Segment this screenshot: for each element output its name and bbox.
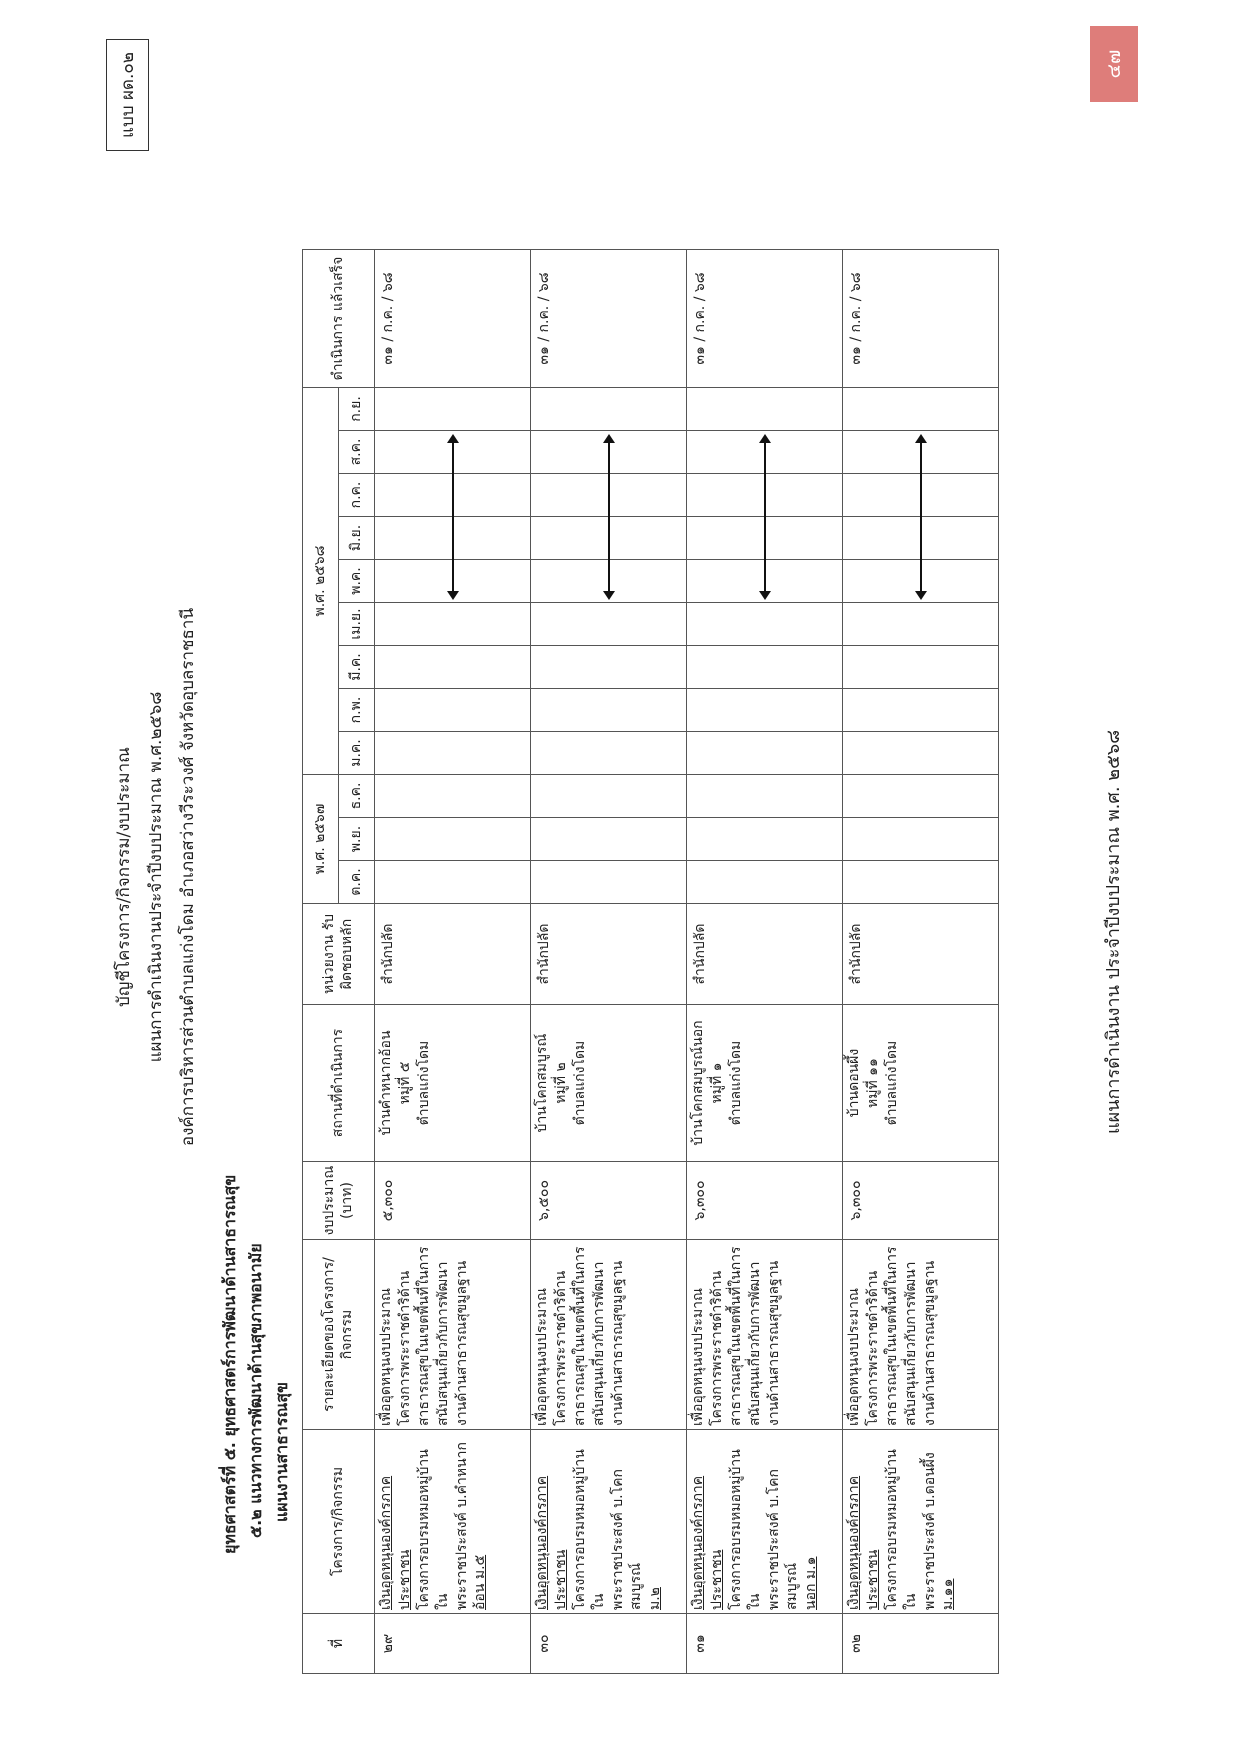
timeline-arrow (913, 434, 929, 600)
done-cell: ๓๑ / ก.ค. / ๖๘ (843, 250, 999, 388)
detail-line: โครงการพระราชดำริด้าน (552, 1270, 569, 1426)
month-cell (531, 646, 687, 689)
month-cell (687, 646, 843, 689)
month-cell-may (375, 560, 531, 603)
doc-title-line-2: แผนการดำเนินงานประจำปีงบประมาณ พ.ศ.๒๕๖๘ (146, 691, 166, 1063)
month-cell (531, 775, 687, 818)
month-cell (375, 689, 531, 732)
place-line: ตำบลแก่งโดม (883, 1040, 900, 1126)
project-line: โครงการอบรมหมอหมู่บ้านใน (883, 1449, 919, 1610)
project-line: เงินอุดหนุนองค์กรภาค (846, 1475, 862, 1610)
place-cell (531, 1005, 687, 1162)
timeline-arrow (757, 434, 773, 600)
month-cell (375, 861, 531, 904)
budget-cell: ๖,๓๐๐ (843, 1162, 999, 1240)
detail-line: โครงการพระราชดำริด้าน (864, 1270, 881, 1426)
project-line: อ้อน ม.๕ (472, 1554, 489, 1610)
project-cell (531, 1430, 687, 1614)
month-header: ก.พ. (339, 689, 375, 732)
project-line: นอก ม.๑ (803, 1556, 820, 1610)
place-cell (843, 1005, 999, 1162)
project-line: พระราชประสงค์ บ.ดอนผึ้ง (921, 1452, 938, 1610)
month-cell (687, 732, 843, 775)
month-header: ต.ค. (339, 861, 375, 904)
page-number: ๔๗ (1090, 26, 1138, 102)
table-row (843, 250, 999, 1674)
month-cell (687, 388, 843, 431)
header-year-2568: พ.ศ. ๒๕๖๘ (303, 388, 339, 775)
strategy-heading: ยุทธศาสตร์ที่ ๕. ยุทธศาสตร์การพัฒนาด้านสาธารณสุข (220, 1174, 239, 1554)
header-detail: รายละเอียดของโครงการ/ กิจกรรม (303, 1240, 375, 1430)
place-line: ตำบลแก่งโดม (415, 1040, 432, 1126)
detail-line: สนับสนุนเกี่ยวกับการพัฒนา (902, 1261, 919, 1426)
place-line: หมู่ที่ ๒ (552, 1062, 569, 1104)
project-line: ประชาชน (864, 1549, 881, 1610)
detail-line: งานด้านสาธารณสุขมูลฐาน (453, 1260, 470, 1426)
done-cell: ๓๑ / ก.ค. / ๖๘ (375, 250, 531, 388)
project-line: ประชาชน (552, 1549, 569, 1610)
project-line: พระราชประสงค์ บ.คำหนาก (453, 1442, 470, 1610)
month-cell (687, 861, 843, 904)
month-header: พ.ย. (339, 818, 375, 861)
month-cell (843, 646, 999, 689)
unit-cell: สำนักปลัด (531, 904, 687, 1005)
month-cell (531, 689, 687, 732)
detail-line: สนับสนุนเกี่ยวกับการพัฒนา (590, 1261, 607, 1426)
header-budget: งบประมาณ (บาท) (303, 1162, 375, 1240)
month-cell (375, 732, 531, 775)
footer-text: แผนการดำเนินงาน ประจำปีงบประมาณ พ.ศ. ๒๕๖๘ (1103, 729, 1124, 1134)
month-cell (375, 388, 531, 431)
month-cell (843, 732, 999, 775)
unit-cell: สำนักปลัด (843, 904, 999, 1005)
month-cell (531, 732, 687, 775)
detail-cell (843, 1240, 999, 1430)
detail-line: งานด้านสาธารณสุขมูลฐาน (921, 1260, 938, 1426)
project-line: พระราชประสงค์ บ.โคกสมบูรณ์ (765, 1469, 801, 1610)
month-cell-may (843, 560, 999, 603)
doc-title-line-3: องค์การบริหารส่วนตำบลแก่งโดม อำเภอสว่างวีระวงศ์ จังหวัดอุบลราชธานี (178, 607, 198, 1147)
project-line: เงินอุดหนุนองค์กรภาค (378, 1475, 394, 1610)
place-line: หมู่ที่ ๑๑ (864, 1058, 881, 1108)
place-line: ตำบลแก่งโดม (727, 1040, 744, 1126)
place-line: บ้านโคกสมบูรณ์ (534, 1033, 550, 1133)
month-header: มิ.ย. (339, 517, 375, 560)
project-line: เงินอุดหนุนองค์กรภาค (690, 1475, 706, 1610)
place-line: บ้านคำหนากอ้อน (378, 1030, 394, 1136)
month-cell (531, 603, 687, 646)
detail-line: สาธารณสุขในเขตพื้นที่ในการ (571, 1246, 588, 1426)
detail-line: เพื่ออุดหนุนงบประมาณ (690, 1287, 706, 1426)
plan-heading: แผนงานสาธารณสุข (272, 1382, 291, 1522)
month-cell (843, 689, 999, 732)
month-cell (843, 775, 999, 818)
month-cell (375, 775, 531, 818)
place-cell (687, 1005, 843, 1162)
header-done: ดำเนินการ แล้วเสร็จ (303, 250, 375, 388)
project-cell (687, 1430, 843, 1614)
detail-cell (375, 1240, 531, 1430)
month-cell (843, 861, 999, 904)
header-project: โครงการ/กิจกรรม (303, 1430, 375, 1614)
month-cell (531, 388, 687, 431)
month-cell (687, 689, 843, 732)
timeline-arrow (601, 434, 617, 600)
table-row (375, 250, 531, 1674)
project-line: ม.๒ (647, 1587, 664, 1610)
month-header: ธ.ค. (339, 775, 375, 818)
month-header: ม.ค. (339, 732, 375, 775)
month-header: ส.ค. (339, 431, 375, 474)
place-line: บ้านโคกสมบูรณ์นอก (690, 1020, 706, 1146)
project-line: โครงการอบรมหมอหมู่บ้านใน (415, 1449, 451, 1610)
row-number: ๓๒ (843, 1614, 999, 1674)
project-line: โครงการอบรมหมอหมู่บ้านใน (727, 1449, 763, 1610)
month-header: ก.ค. (339, 474, 375, 517)
detail-line: โครงการพระราชดำริด้าน (708, 1270, 725, 1426)
month-cell (687, 818, 843, 861)
detail-line: สาธารณสุขในเขตพื้นที่ในการ (883, 1246, 900, 1426)
month-header: มี.ค. (339, 646, 375, 689)
place-line: หมู่ที่ ๑ (708, 1062, 725, 1104)
month-cell (687, 603, 843, 646)
row-number: ๓๑ (687, 1614, 843, 1674)
detail-line: สนับสนุนเกี่ยวกับการพัฒนา (434, 1261, 451, 1426)
row-number: ๒๙ (375, 1614, 531, 1674)
detail-line: เพื่ออุดหนุนงบประมาณ (378, 1287, 394, 1426)
project-cell (375, 1430, 531, 1614)
month-cell (531, 818, 687, 861)
detail-line: งานด้านสาธารณสุขมูลฐาน (765, 1260, 782, 1426)
month-cell (843, 603, 999, 646)
header-year-2567: พ.ศ. ๒๕๖๗ (303, 775, 339, 904)
month-cell (375, 818, 531, 861)
detail-line: เพื่ออุดหนุนงบประมาณ (846, 1287, 862, 1426)
row-number: ๓๐ (531, 1614, 687, 1674)
detail-line: สนับสนุนเกี่ยวกับการพัฒนา (746, 1261, 763, 1426)
budget-cell: ๖,๓๐๐ (687, 1162, 843, 1240)
project-line: เงินอุดหนุนองค์กรภาค (534, 1475, 550, 1610)
project-line: ประชาชน (396, 1549, 413, 1610)
detail-line: งานด้านสาธารณสุขมูลฐาน (609, 1260, 626, 1426)
unit-cell: สำนักปลัด (687, 904, 843, 1005)
detail-line: สาธารณสุขในเขตพื้นที่ในการ (415, 1246, 432, 1426)
project-line: ประชาชน (708, 1549, 725, 1610)
month-cell (843, 818, 999, 861)
header-no: ที่ (303, 1614, 375, 1674)
form-code: แบบ ผด.๐๒ (106, 39, 149, 151)
month-cell-may (531, 560, 687, 603)
detail-cell (531, 1240, 687, 1430)
month-cell (687, 775, 843, 818)
month-header: พ.ค. (339, 560, 375, 603)
timeline-arrow (445, 434, 461, 600)
month-cell (375, 646, 531, 689)
table-row (531, 250, 687, 1674)
month-cell (843, 388, 999, 431)
month-cell-may (687, 560, 843, 603)
month-cell (531, 861, 687, 904)
header-unit: หน่วยงาน รับผิดชอบหลัก (303, 904, 375, 1005)
month-header: เม.ย. (339, 603, 375, 646)
detail-cell (687, 1240, 843, 1430)
project-line: พระราชประสงค์ บ.โคกสมบูรณ์ (609, 1469, 645, 1610)
place-line: หมู่ที่ ๕ (396, 1061, 413, 1105)
month-cell (375, 603, 531, 646)
budget-cell: ๖,๕๐๐ (531, 1162, 687, 1240)
place-cell (375, 1005, 531, 1162)
detail-line: โครงการพระราชดำริด้าน (396, 1270, 413, 1426)
done-cell: ๓๑ / ก.ค. / ๖๘ (687, 250, 843, 388)
project-cell (843, 1430, 999, 1614)
project-line: โครงการอบรมหมอหมู่บ้านใน (571, 1449, 607, 1610)
table-row (687, 250, 843, 1674)
done-cell: ๓๑ / ก.ค. / ๖๘ (531, 250, 687, 388)
detail-line: สาธารณสุขในเขตพื้นที่ในการ (727, 1246, 744, 1426)
budget-cell: ๕,๓๐๐ (375, 1162, 531, 1240)
project-schedule-table (302, 249, 999, 1674)
place-line: ตำบลแก่งโดม (571, 1040, 588, 1126)
doc-title-line-1: บัญชีโครงการ/กิจกรรม/งบประมาณ (114, 747, 134, 1007)
month-header: ก.ย. (339, 388, 375, 431)
guideline-heading: ๕.๒ แนวทางการพัฒนาด้านสุขภาพอนามัย (246, 1243, 265, 1538)
detail-line: เพื่ออุดหนุนงบประมาณ (534, 1287, 550, 1426)
unit-cell: สำนักปลัด (375, 904, 531, 1005)
place-line: บ้านดอนผึ้ง (846, 1048, 862, 1118)
header-place: สถานที่ดำเนินการ (303, 1005, 375, 1162)
project-line: ม.๑๑ (940, 1578, 957, 1610)
